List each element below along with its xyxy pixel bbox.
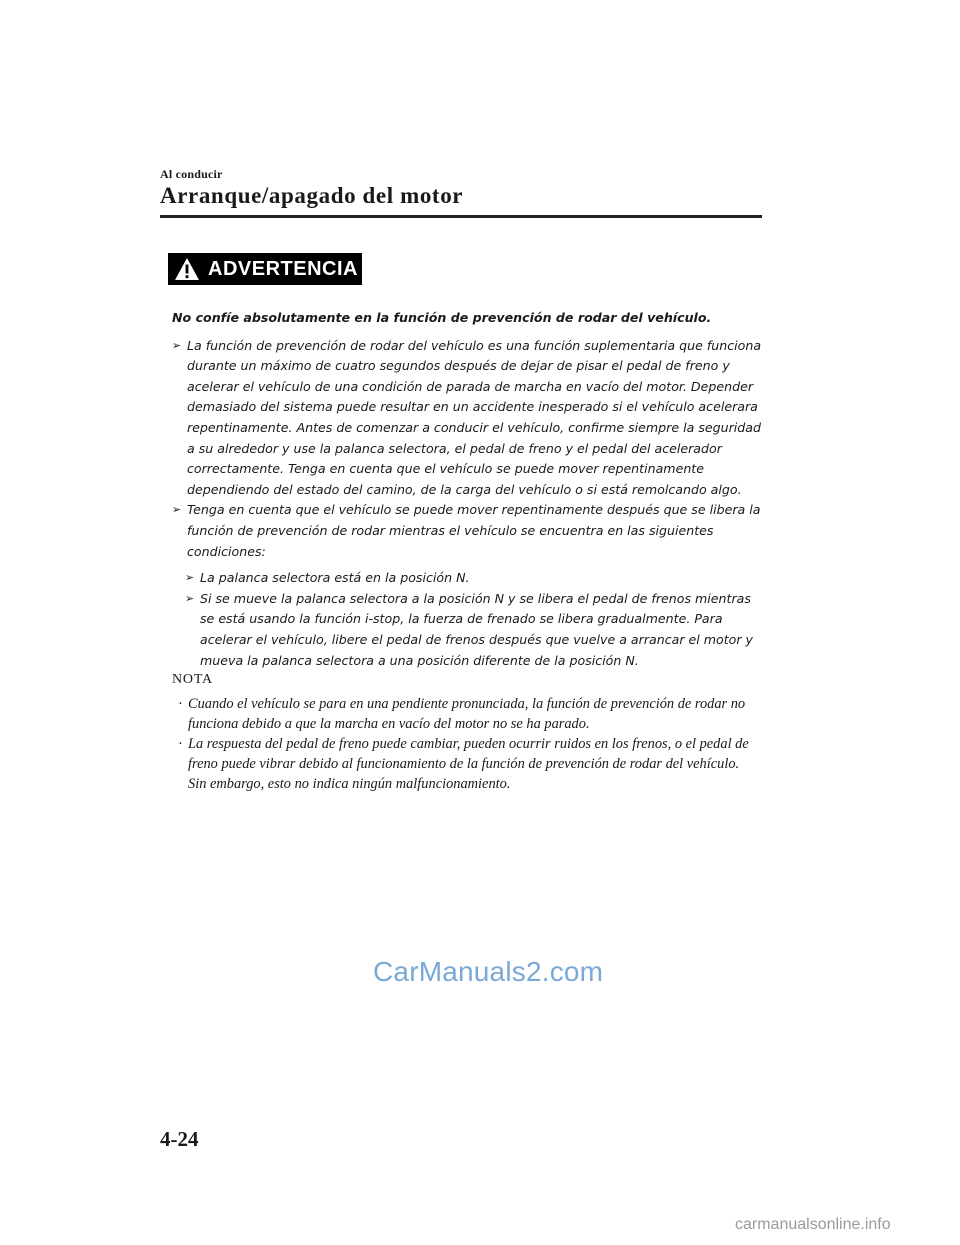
dot-bullet-icon: · [178, 696, 183, 712]
warning-bullet-text: Tenga en cuenta que el vehículo se puede mover repentinamente después que se libera la función de prevención de rodar mientras el vehículo se encuentra en las siguientes condiciones: [187, 502, 761, 559]
warning-sub-bullet-text: La palanca selectora está en la posición N. [200, 570, 470, 586]
note-item [178, 694, 758, 734]
warning-sub-bullet-text: Si se mueve la palanca selectora a la posición N y se libera el pedal de frenos mientras se está usando la función i-stop, la fuerza de frenado se libera gradualmente. Para acelerar el vehículo, libere el pedal de frenos después que vuelve a arrancar el motor y mueva la palanca selectora a una posición diferente de la posición N. [200, 590, 754, 668]
warning-body [172, 308, 762, 671]
warning-lead: No confíe absolutamente en la función de prevención de rodar del vehículo. [172, 310, 712, 325]
note-item-text: La respuesta del pedal de freno puede cambiar, pueden ocurrir ruidos en los frenos, o el pedal de freno puede vibrar debido al funcionamiento de la función de prevención de rodar del vehículo. Sin embargo, esto no indica ningún malfuncionamiento. [188, 736, 749, 792]
warning-badge [168, 253, 362, 285]
warning-triangle-icon [174, 257, 200, 281]
page-title: Arranque/apagado del motor [160, 183, 464, 208]
arrow-bullet-icon: ➢ [185, 591, 195, 605]
dot-bullet-icon: · [178, 736, 183, 752]
note-item [178, 734, 758, 794]
warning-bullet [172, 500, 762, 562]
page-number: 4-24 [160, 1127, 199, 1151]
warning-bullet [172, 336, 762, 501]
warning-sub-bullet [185, 568, 762, 589]
warning-bullet-text: La función de prevención de rodar del vehículo es una función suplementaria que funciona durante un máximo de cuatro segundos después de dejar de pisar el pedal de freno y acelerar el vehículo de una condición de parada de marcha en vacío del motor. Depender demasiado del sistema puede resultar en un accidente inesperado si el vehículo acelerara repentinamente. Antes de comenzar a conducir el vehículo, confirme siempre la seguridad a su alrededor y use la palanca selectora, el pedal de freno y el pedal del acelerador correctamente. Tenga en cuenta que el vehículo se puede mover repentinamente dependiendo del estado del camino, de la carga del vehículo o si está remolcando algo. [187, 337, 762, 497]
warning-sub-bullet [185, 589, 762, 671]
watermark: CarManuals2.com [373, 956, 604, 987]
warning-label: ADVERTENCIA [208, 257, 358, 280]
footer-site: carmanualsonline.info [735, 1216, 891, 1233]
note-list [178, 694, 758, 794]
note-title: NOTA [172, 672, 213, 687]
title-divider [160, 215, 762, 218]
arrow-bullet-icon: ➢ [185, 571, 195, 585]
note-item-text: Cuando el vehículo se para en una pendiente pronunciada, la función de prevención de rodar no funciona debido a que la marcha en vacío del motor no se ha parado. [188, 696, 746, 732]
section-label: Al conducir [160, 167, 223, 181]
arrow-bullet-icon: ➢ [172, 338, 182, 352]
arrow-bullet-icon: ➢ [172, 503, 182, 517]
